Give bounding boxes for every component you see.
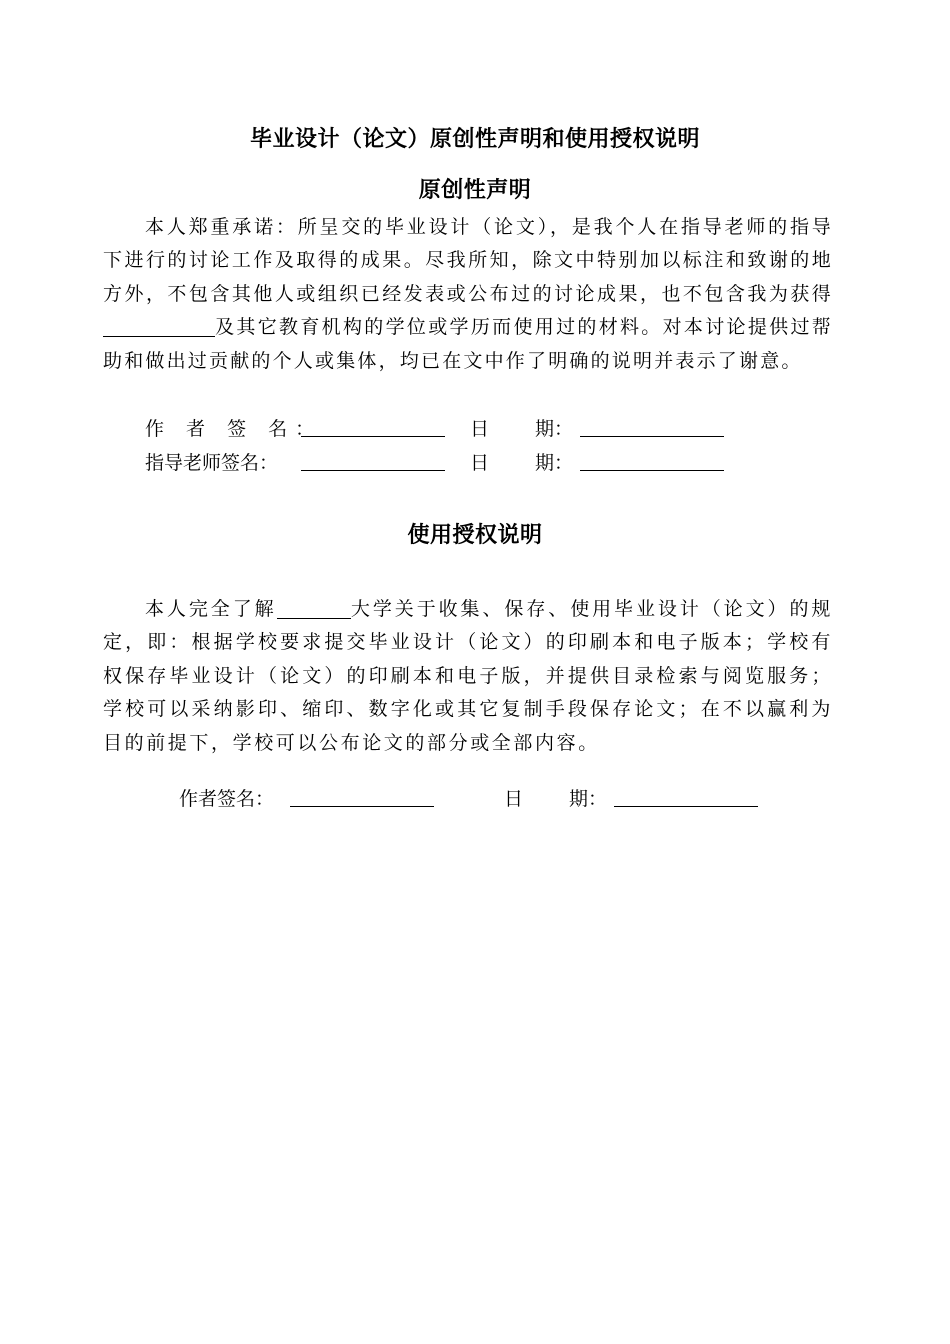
- authorization-date-char2: 期：: [569, 788, 608, 810]
- originality-heading: 原创性声明: [418, 178, 532, 203]
- university-blank: [277, 596, 351, 619]
- originality-text-part2: 及其它教育机构的学位或学历而使用过的材料。对本讨论提供过帮助和做出过贡献的个人或集体，均已在文中作了明确的说明并表示了谢意。: [103, 316, 833, 372]
- author-signature-row: [145, 412, 745, 446]
- main-title: 毕业设计（论文）原创性声明和使用授权说明: [249, 127, 700, 152]
- author-date-line: [580, 412, 724, 448]
- authorization-signature-row: [179, 782, 779, 816]
- advisor-signature-row: [145, 446, 745, 480]
- originality-statement: [103, 211, 833, 378]
- originality-text-part1: 本人郑重承诺：所呈交的毕业设计（论文），是我个人在指导老师的指导下进行的讨论工作及取得的成果。尽我所知，除文中特别加以标注和致谢的地方外，不包含其他人或组织已经发表或公布过的讨论成果，也不包含我为获得: [103, 216, 833, 305]
- authorization-text-part1: 本人完全了解: [145, 598, 277, 620]
- date-label-char1: 日: [470, 418, 490, 440]
- date-label-char2: 期：: [535, 418, 574, 440]
- degree-blank: [103, 314, 215, 337]
- advisor-signature-label: 指导老师签名：: [145, 452, 279, 474]
- advisor-signature-line: [301, 446, 445, 482]
- authorization-date-line: [614, 782, 758, 818]
- authorization-author-line: [290, 782, 434, 818]
- advisor-date-line: [580, 446, 724, 482]
- authorization-author-label: 作者签名：: [179, 788, 275, 810]
- authorization-heading: 使用授权说明: [407, 523, 543, 548]
- author-signature-line: [301, 412, 445, 448]
- authorization-text-part2: 大学关于收集、保存、使用毕业设计（论文）的规定，即：根据学校要求提交毕业设计（论文）的印刷本和电子版本；学校有权保存毕业设计（论文）的印刷本和电子版，并提供目录检索与阅览服务；学校可以采纳影印、缩印、数字化或其它复制手段保存论文；在不以赢利为目的前提下，学校可以公布论文的部分或全部内容。: [103, 598, 833, 754]
- advisor-date-label-char1: 日: [470, 452, 490, 474]
- author-signature-label: 作 者 签 名：: [145, 418, 323, 440]
- authorization-statement: [103, 593, 833, 760]
- authorization-date-char1: 日: [504, 788, 524, 810]
- advisor-date-label-char2: 期：: [535, 452, 574, 474]
